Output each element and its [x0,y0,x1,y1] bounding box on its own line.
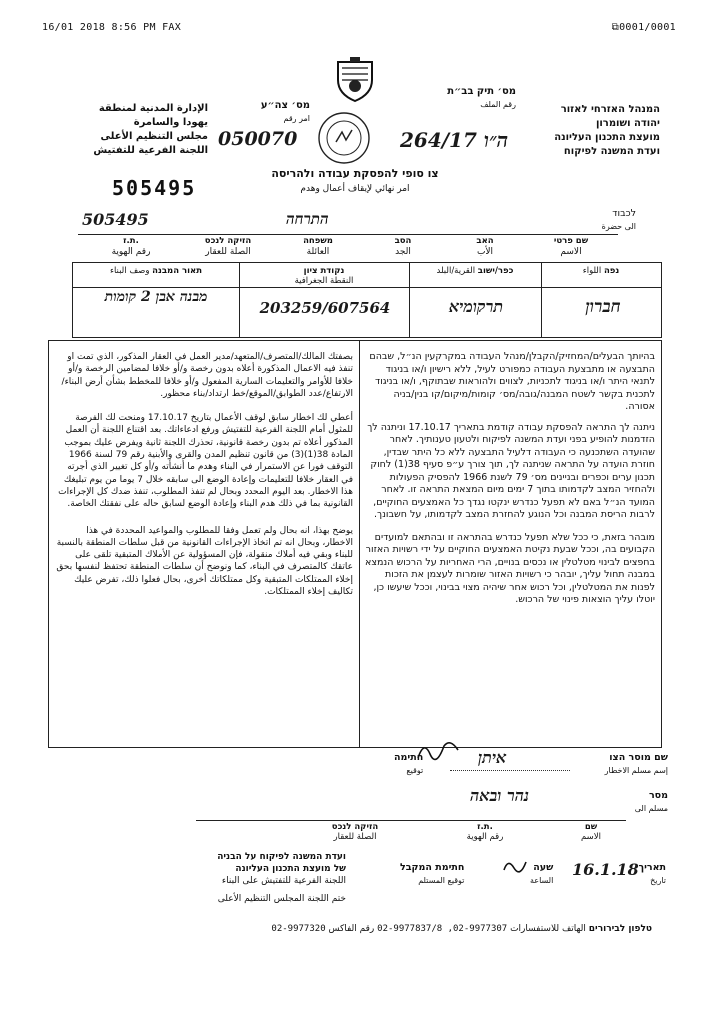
issuer-label: שם מוסר הצו إسم مسلم الاخطار [604,752,668,775]
committee-stamp: ועדת המשנה לפיקוח על הבניה של מועצת התכנון העליונה اللجنة الفرعية للتفتيش على البناء ختم اللجنة المجلس التنظيم الأعلى [217,852,346,905]
delivered-label: מסר مسلم الى [634,790,668,813]
header-authority-hebrew: המנהל האזרחי לאזור יהודה ושומרון מועצת התכנון העליונה ועדת המשנה לפיקוח [554,104,660,157]
id-label: ת.ז. رقم الهوية [111,236,151,257]
body-arabic-p3: يوضح بهذا، انه بحال ولم تعمل وفقا للمطلوب والمواعيد المحددة في هذا الاخطار، وبحال انه تم اتخاذ الإجراءات القانونية من قبل سلطات المنطقة بالنسبة للبناء وبقي فيه أملاك منقولة، فإن المسؤولية عن الأملاك المتبقية تلقى على عاتقك كالمتصرف في البناء، كما ونوضح أن سلطات المنطقة تحتفظ لنفسها بحق إخلاء الممتلكات المتبقية وكل ممتلكاتك أخرى، بحال فعلوا ذلك، تفرض عليك تكاليف إخلاء الممتلكات. [56,525,353,598]
order-body-frame [48,340,662,748]
order-number-value: 050070 [218,128,298,150]
recipient-id-value: 505495 [82,210,149,229]
village-value: תרקומיא [448,297,504,316]
stamp-number: 505495 [112,176,197,200]
circular-stamp-icon [316,110,372,166]
file-number-box: מס׳ תיק בב״ת رقم الملف 264/17 ה״ו [400,86,516,152]
coordinate-value: 203259/607564 [259,299,391,317]
village-label: כפר/ישוב القرية/البلد [436,266,514,276]
coordinate-label: נקודת ציון النقطة الجغرافية [294,266,354,286]
relation-label: הזיקה לנכס الصلة للعقار [204,236,252,257]
district-label: נפה اللواء [582,266,620,276]
receiver-name-label: שם الاسم [581,822,601,842]
order-title-arabic: امر نهائي لإيقاف أعمال وهدم [300,184,410,194]
body-hebrew-p2: ניתנה לך התראה להפסקת עבודה קודמת בתאריך 17.10.17 וניתנה לך הזדמנות להופיע בפני ועדת המשנה לפיקוח ולטעון טענותיך. לאחר שהועדה השתכנעה כי העבודה דלעיל התבצעה ללא כל היתר שבדין, חוזרת הועדה על התראה שניתנה לך, תוך צורך ע״פ סעיף 38(1) לחוק תכנון ערים וכפרים ובניינים מס׳ 79 לשנת 1966 להפסיק הפעולות ולהחזיר המצב לקדמותו בתוך 7 ימים מיום המצאת התראה זו. לאחר המועד הנ״ל באם לא תפעל כנדרש ינקטו נגדך כל האמצעים החוקיים, לרבות הריסת המבנה וכל הנוגע להחזרת המצב לקדמותו, על חשבונך. [367,421,655,520]
signature-label: חתימה توقيع [394,752,424,775]
recipient-family-value: התרחה [286,210,329,228]
receiver-id-label: ת.ז. رقم الهوية [466,822,504,842]
time-handwritten-mark [500,854,530,876]
building-desc-label: תאור המבנה وصف البناء [109,266,203,276]
file-number-value: 264/17 ה״ו [400,128,509,152]
location-table [72,262,662,338]
first-name-label: שם פרטי الاسم [553,236,589,257]
body-arabic-p2: أعطي لك اخطار سابق لوقف الأعمال بتاريخ 17.10.17 ومنحت لك الفرصة للمثول أمام اللجنة الفرعية للتفتيش ورفع ادعاءاتك. بعد اقتناع اللجنة أن العمل المذكور أعلاه تم بدون رخصة قانونية، تحذرك اللجنة ثانية ويفرض عليك بموجب المادة 38(1)(3) من قانون تنظيم المدن والقرى والأبنية رقم 79 لسنة 1966 التوقف فورا عن الاستمرار في البناء وهدم ما أنشأته و/أو كل تغيير الذي أجرته في العقار خلافا للتعليمات وإعادة الوضع الى سابقه خلال 7 يوما من يوم تبليغك هذا الاخطار. بعد اليوم المحدد وبحال لم تنفذ المطلوب، تنفذ ضدك كل الإجراءات القانونية بما في ذلك هدم البناء وإعادة الوضع لسابق حاله على نفقتك الخاصة. [58,413,353,510]
time-label: שעה الساعة [530,862,554,885]
to-label: לכבוד الى حضرة [601,208,636,231]
body-hebrew-p3: מובהר בזאת, כי ככל שלא תפעל כנדרש בהתראה זו ובהתאם למועדים הקבועים בה, וככל שבעת נקיטת האמצעים החוקיים על ידי רשויות האזור בחפצים לבינוי מטלטלין או נכסים בנויים, הרי האחריות על הרכוש הנמצא במבנה תחול עליך, יובהר כי רשויות האזור שומרות לעצמן את הזכות לפנות את המטלטלין, וכל רכוש אחר שיהיה מצוי בבינוי, וככל שיעשו כן, יוטלו עליך הוצאות פינוי של הרכוש. [364,531,655,605]
body-arabic-column [55,351,353,598]
handwritten-signature [414,736,464,764]
fax-header-right: ⧉0001/0001 [611,22,676,33]
emblem-icon [330,54,380,104]
header-authority-arabic: الإدارة المدنية لمنطقة يهودا والسامرة مجلس التنظيم الأعلى اللجنة الفرعية للتفتيش [93,103,208,156]
district-value: חברון [585,297,621,317]
date-value: 16.1.18 [572,860,639,879]
body-hebrew-column [365,351,655,607]
delivered-value: נהר ובאה [470,786,530,805]
order-number-box: מס׳ צה״ע امر رقم 050070 [218,100,310,150]
date-label: תאריך تاريخ [638,862,666,885]
family-label: משפחה العائلة [303,236,333,257]
fax-header-left: 16/01 2018 8:56 PM FAX [42,22,182,33]
father-label: האב الأب [476,236,494,257]
grandfather-label: הסב الجد [394,236,412,257]
issuer-value: איתן [478,748,507,767]
body-arabic-p1: بصفتك المالك/المتصرف/المتعهد/مدير العمل في العقار المذكور، الذي تمت او تنفذ فيه الاعمال المذكورة أعلاه بدون رخصة و/أو خلافا لمضامين الرخصة و/أو خلافا للأوامر والتعليمات السارية المفعول و/أو خلافا للمخطط بشأن أرض البناء/الارتفاع/عدد الطوابق/الموقع/خط ارتداد/بناء محظور. [61,352,353,399]
recipient-row [78,208,618,260]
footer-contact: טלפון לבירורים الهاتف للاستفسارات 02-9977837/8 ,02-9977307 رقم الفاكس 02-9977320 [271,924,652,934]
order-title-hebrew: צו סופי להפסקת עבודה ולהריסה [271,167,439,180]
building-desc-value: מבנה אבן 2 קומות [104,289,208,305]
receiver-signature-label: חתימת המקבל توقيع المستلم [400,862,465,885]
receiver-divider [196,820,626,821]
receiver-relation-label: הזיקה לנכס الصلة للعقار [331,822,379,842]
body-hebrew-p1: בהיותך הבעלים/המחזיק/הקבלן/מנהל העבודה במקרקעין הנ״ל, שבהם התבצעה או מתבצעת העבודה כמפורט לעיל, ללא רישיון ו/או בניגוד לתנאי היתר ו/או בניגוד לתכניות, לצווים ולהוראות שבתוקף, ו/או בניגוד לתכנית בקשר לשטח המבנה/גובה/מס׳ קומות/מיקום/קו בנין/בניה אסורה. [369,351,655,412]
